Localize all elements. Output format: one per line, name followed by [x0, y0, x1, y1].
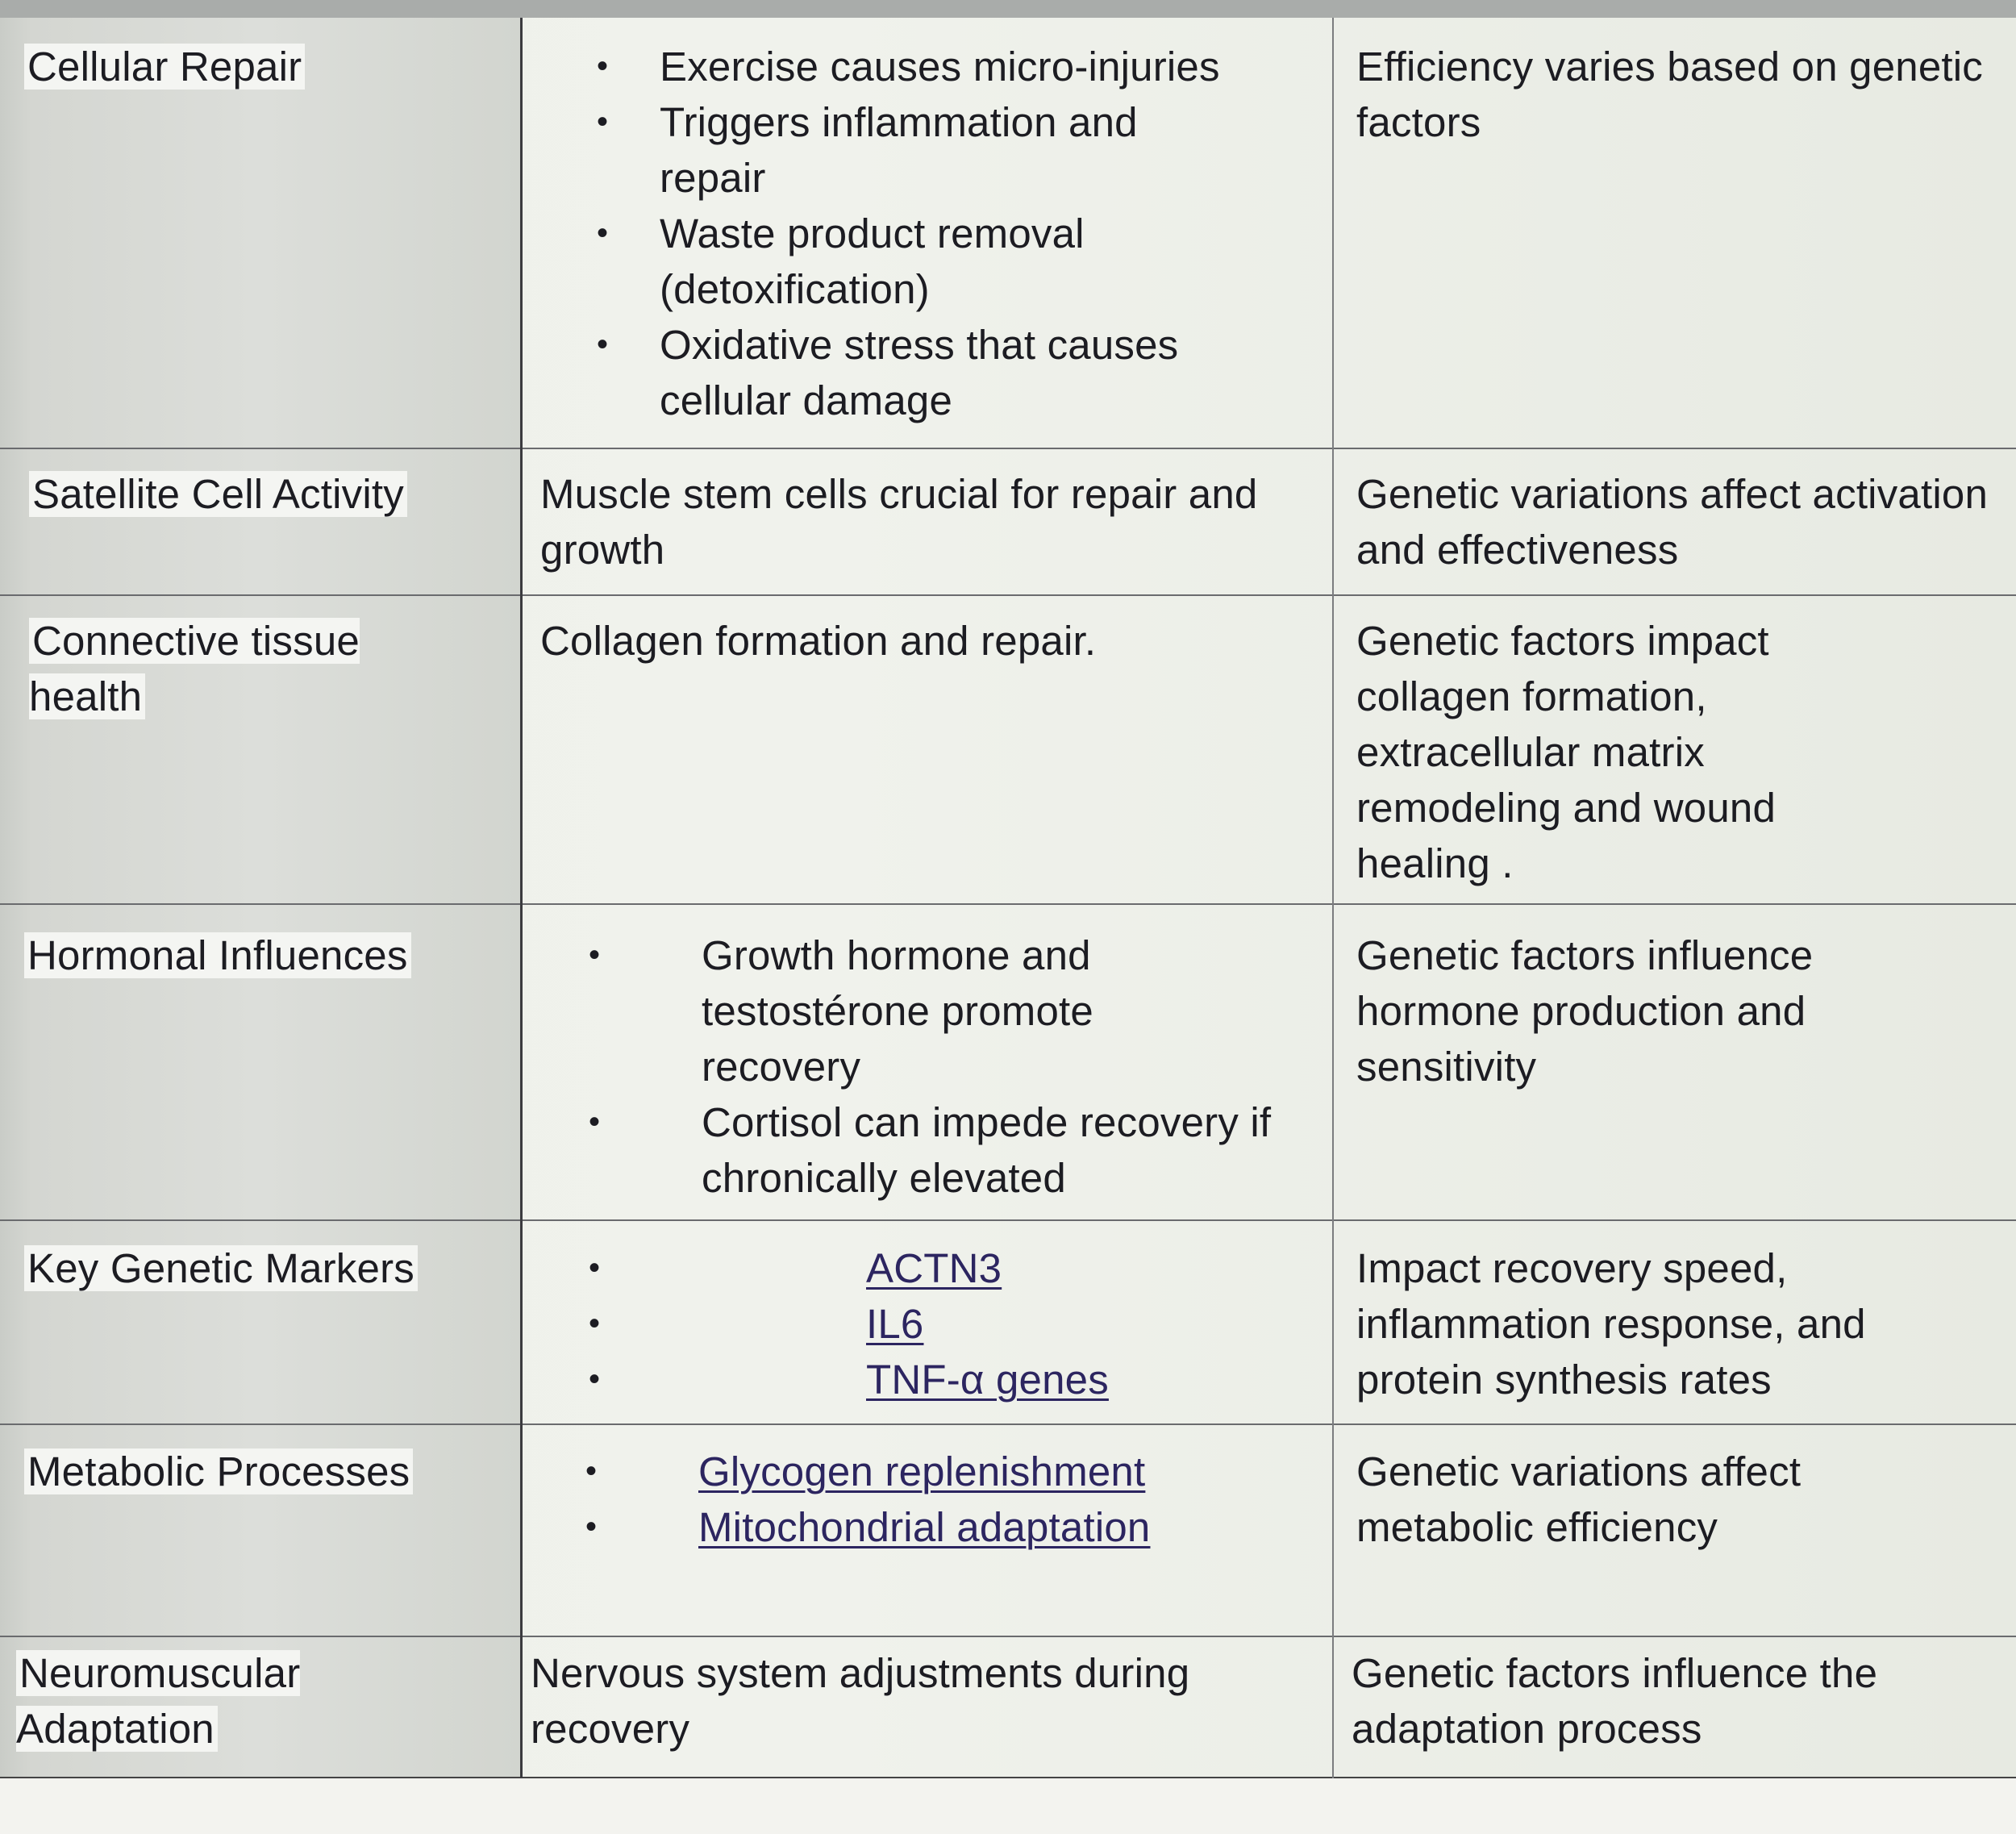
- top-border: [0, 0, 2016, 18]
- list-item: [540, 1296, 1331, 1352]
- bullet-icon: •: [597, 327, 609, 362]
- list-item: [540, 1240, 1331, 1296]
- list-item: [540, 1444, 1331, 1499]
- gene-link-il6[interactable]: IL6: [866, 1301, 924, 1347]
- bullet-icon: •: [597, 215, 609, 251]
- bullet-icon: •: [585, 1453, 598, 1489]
- genetic-influence-cell: Genetic factors influence the adaptation process: [1352, 1650, 1878, 1752]
- page-bottom-margin: [0, 1778, 2016, 1834]
- row-label: Key Genetic Markers: [24, 1240, 508, 1296]
- list-item: • Oxidative stress that causes cellular damage: [540, 317, 1272, 428]
- list-item: • Triggers inflammation and repair: [540, 94, 1224, 206]
- row-label: Satellite Cell Activity: [29, 466, 513, 522]
- row-divider: [0, 1219, 2016, 1221]
- list-item: • Waste product removal (detoxification): [540, 206, 1160, 317]
- list-item: • Growth hormone and testostérone promote recovery: [540, 927, 1153, 1094]
- list-item: [540, 1352, 1331, 1407]
- bullet-icon: •: [589, 1361, 601, 1397]
- bullet-icon: •: [589, 937, 601, 973]
- link-mitochondrial-adaptation[interactable]: Mitochondrial adaptation: [698, 1504, 1151, 1550]
- bullet-list: [540, 39, 1331, 428]
- list-item: • Cortisol can impede recovery if chronically elevated: [540, 1094, 1331, 1206]
- mechanism-cell: [540, 39, 1331, 428]
- link-glycogen-replenishment[interactable]: Glycogen replenishment: [698, 1448, 1146, 1494]
- bullet-icon: •: [589, 1306, 601, 1341]
- bullet-icon: •: [589, 1104, 601, 1140]
- row-label: Cellular Repair: [24, 39, 508, 94]
- bullet-list: [540, 927, 1331, 1206]
- row-label: Hormonal Influences: [24, 927, 508, 983]
- row-divider: [0, 1636, 2016, 1637]
- gene-link-actn3[interactable]: ACTN3: [866, 1245, 1002, 1291]
- bullet-list: [540, 1240, 1331, 1407]
- bullet-icon: •: [585, 1509, 598, 1544]
- mechanism-cell: Collagen formation and repair.: [540, 618, 1097, 664]
- gene-link-tnf-alpha[interactable]: TNF-α genes: [866, 1357, 1109, 1403]
- mechanism-cell: [540, 927, 1331, 1206]
- mechanism-cell: Nervous system adjustments during recovery: [531, 1650, 1190, 1752]
- bullet-icon: •: [589, 1250, 601, 1286]
- list-item: • Exercise causes micro-injuries: [540, 39, 1331, 94]
- row-divider: [0, 448, 2016, 449]
- row-divider: [0, 594, 2016, 596]
- mechanism-cell: [540, 1444, 1331, 1555]
- genetic-influence-cell: Genetic factors impact collagen formation, extracellular matrix remodeling and wound healing .: [1356, 618, 1776, 886]
- genetic-influence-cell: Genetic variations affect metabolic efficiency: [1356, 1448, 1801, 1550]
- genetic-influence-cell: Efficiency varies based on genetic factors: [1356, 44, 1983, 145]
- row-label: Metabolic Processes: [24, 1444, 508, 1499]
- mechanism-cell: [540, 1240, 1331, 1407]
- row-divider: [0, 1423, 2016, 1425]
- list-item: [540, 1499, 1331, 1555]
- row-label: Connective tissue health: [29, 618, 360, 719]
- bullet-icon: •: [597, 48, 609, 84]
- bullet-list: [540, 1444, 1331, 1555]
- genetic-influence-cell: Genetic variations affect activation and effectiveness: [1356, 471, 1989, 573]
- genetic-influence-cell: Impact recovery speed, inflammation response, and protein synthesis rates: [1356, 1245, 1866, 1403]
- row-label: Neuromuscular Adaptation: [16, 1650, 301, 1752]
- column-divider: [1332, 18, 1334, 1778]
- bullet-icon: •: [597, 104, 609, 140]
- mechanism-cell: Muscle stem cells crucial for repair and growth: [540, 471, 1258, 573]
- row-divider: [0, 903, 2016, 905]
- column-divider: [520, 18, 523, 1778]
- label-column-background: [0, 18, 520, 1778]
- genetic-influence-cell: Genetic factors influence hormone production and sensitivity: [1356, 932, 1814, 1090]
